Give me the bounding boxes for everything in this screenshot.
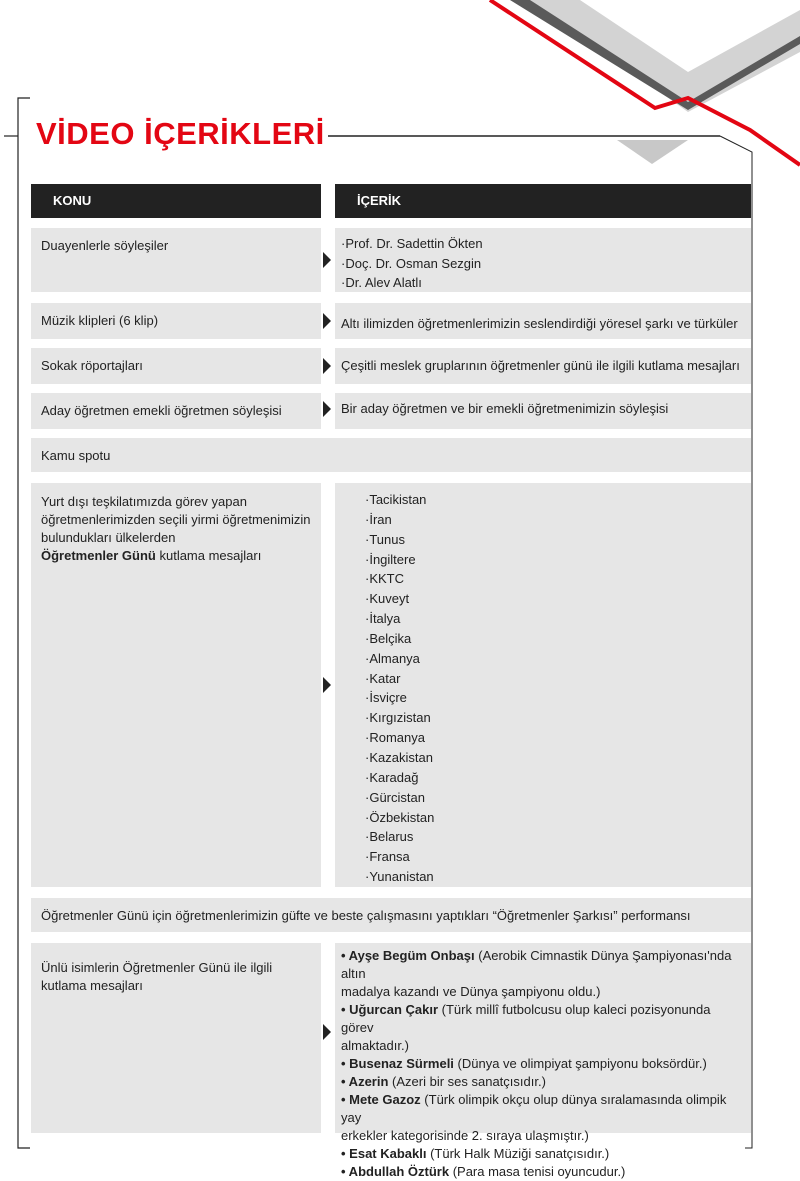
- country-list: [341, 490, 745, 887]
- country-item: ·KKTC: [365, 571, 404, 587]
- person-desc-cont: erkekler kategorisinde 2. sıraya ulaşmıştır.): [341, 1128, 589, 1143]
- konu-line: öğretmenlerimizden seçili yirmi öğretmenimizin: [41, 512, 311, 527]
- konu-line: Yurt dışı teşkilatımızda görev yapan: [41, 494, 247, 509]
- country-item: ·İtalya: [365, 611, 401, 627]
- row-konu-sokak: Sokak röportajları: [31, 348, 321, 384]
- person-name: • Mete Gazoz: [341, 1092, 421, 1107]
- people-list: [341, 947, 745, 1181]
- konu-bold: Öğretmenler Günü: [41, 548, 156, 563]
- person-name: • Uğurcan Çakır: [341, 1002, 439, 1017]
- person-name: • Azerin: [341, 1074, 389, 1089]
- person-desc: (Para masa tenisi oyuncudur.): [449, 1164, 626, 1179]
- row-ogretmenler-sarkisi: Öğretmenler Günü için öğretmenlerimizin güfte ve beste çalışmasını yaptıkları “Öğretmenler Şarkısı” performansı: [31, 898, 751, 932]
- konu-tail: kutlama mesajları: [155, 548, 262, 563]
- row-konu-aday: Aday öğretmen emekli öğretmen söyleşisi: [31, 393, 321, 429]
- person-item: [341, 947, 745, 983]
- country-item: ·Belçika: [365, 630, 412, 646]
- country-item: ·Karadağ: [365, 769, 419, 785]
- person-item: [341, 1073, 745, 1091]
- person-desc: (Türk millî futbolcusu olup kaleci pozisyonunda görev: [341, 1002, 711, 1035]
- country-item: ·Almanya: [365, 650, 420, 666]
- row-konu-yurtdisi: [31, 483, 321, 887]
- country-item: ·Fransa: [365, 849, 410, 865]
- konu-line: Ünlü isimlerin Öğretmenler Günü ile ilgili: [41, 960, 273, 975]
- row-icerik-unlu: [335, 943, 751, 1179]
- country-item: ·Özbekistan: [365, 809, 435, 825]
- country-item: ·Yunanistan: [365, 869, 434, 885]
- row-icerik-duayenler: [335, 228, 751, 292]
- person-item: [341, 1091, 745, 1127]
- person-desc: (Azeri bir ses sanatçısıdır.): [388, 1074, 546, 1089]
- person-name: • Busenaz Sürmeli: [341, 1056, 454, 1071]
- list-item: ·Dr. Alev Alatlı: [341, 275, 422, 291]
- person-item: [341, 1055, 745, 1073]
- konu-line: bulundukları ülkelerden: [41, 530, 176, 545]
- person-desc: (Türk Halk Müziği sanatçısıdır.): [426, 1146, 610, 1161]
- row-konu-muzik: Müzik klipleri (6 klip): [31, 303, 321, 339]
- row-konu-duayenler: Duayenlerle söyleşiler: [31, 228, 321, 292]
- arrow-icon: [323, 252, 331, 268]
- konu-line: kutlama mesajları: [41, 978, 143, 993]
- person-desc: (Dünya ve olimpiyat şampiyonu boksördür.): [453, 1056, 707, 1071]
- person-desc: (Türk olimpik okçu olup dünya sıralamasında olimpik yay: [341, 1092, 727, 1125]
- konu-line: [41, 547, 311, 565]
- country-item: ·İran: [365, 511, 392, 527]
- row-kamu-spotu: Kamu spotu: [31, 438, 751, 472]
- country-item: ·Tunus: [365, 531, 405, 547]
- header-konu: KONU: [31, 184, 321, 218]
- country-item: ·Katar: [365, 670, 401, 686]
- left-bracket: [18, 98, 30, 1148]
- person-item: [341, 1163, 745, 1181]
- row-icerik-aday: Bir aday öğretmen ve bir emekli öğretmenimizin söyleşisi: [335, 393, 751, 429]
- country-item: ·Romanya: [365, 730, 425, 746]
- country-item: ·Kırgızistan: [365, 710, 431, 726]
- speaker-list: [341, 234, 745, 293]
- country-item: ·Gürcistan: [365, 789, 425, 805]
- country-item: ·İsviçre: [365, 690, 407, 706]
- arrow-icon: [323, 1024, 331, 1040]
- arrow-icon: [323, 401, 331, 417]
- row-icerik-ulkeler: [335, 483, 751, 887]
- arrow-icon: [323, 358, 331, 374]
- row-konu-unlu: [31, 943, 321, 1133]
- country-item: ·Kazakistan: [365, 749, 433, 765]
- arrow-icon: [323, 677, 331, 693]
- person-item: [341, 1145, 745, 1163]
- person-name: • Esat Kabaklı: [341, 1146, 427, 1161]
- small-chevron: [617, 140, 688, 164]
- person-desc-cont: madalya kazandı ve Dünya şampiyonu oldu.): [341, 984, 601, 999]
- row-icerik-sokak: Çeşitli meslek gruplarının öğretmenler günü ile ilgili kutlama mesajları: [335, 348, 751, 384]
- person-item: [341, 1001, 745, 1037]
- person-desc-cont: almaktadır.): [341, 1038, 409, 1053]
- page-title: VİDEO İÇERİKLERİ: [36, 116, 325, 151]
- list-item: ·Prof. Dr. Sadettin Ökten: [341, 236, 483, 251]
- person-name: • Ayşe Begüm Onbaşı: [341, 948, 475, 963]
- person-name: • Abdullah Öztürk: [341, 1164, 450, 1179]
- country-item: ·Belarus: [365, 829, 414, 845]
- row-icerik-muzik: Altı ilimizden öğretmenlerimizin seslendirdiği yöresel şarkı ve türküler: [335, 303, 751, 339]
- country-item: ·Tacikistan: [365, 492, 427, 507]
- country-item: ·Kuveyt: [365, 591, 410, 607]
- person-desc: (Aerobik Cimnastik Dünya Şampiyonası'nda altın: [341, 948, 732, 981]
- country-item: ·İngiltere: [365, 551, 416, 567]
- list-item: ·Doç. Dr. Osman Sezgin: [341, 255, 482, 271]
- header-icerik: İÇERİK: [335, 184, 751, 218]
- arrow-icon: [323, 313, 331, 329]
